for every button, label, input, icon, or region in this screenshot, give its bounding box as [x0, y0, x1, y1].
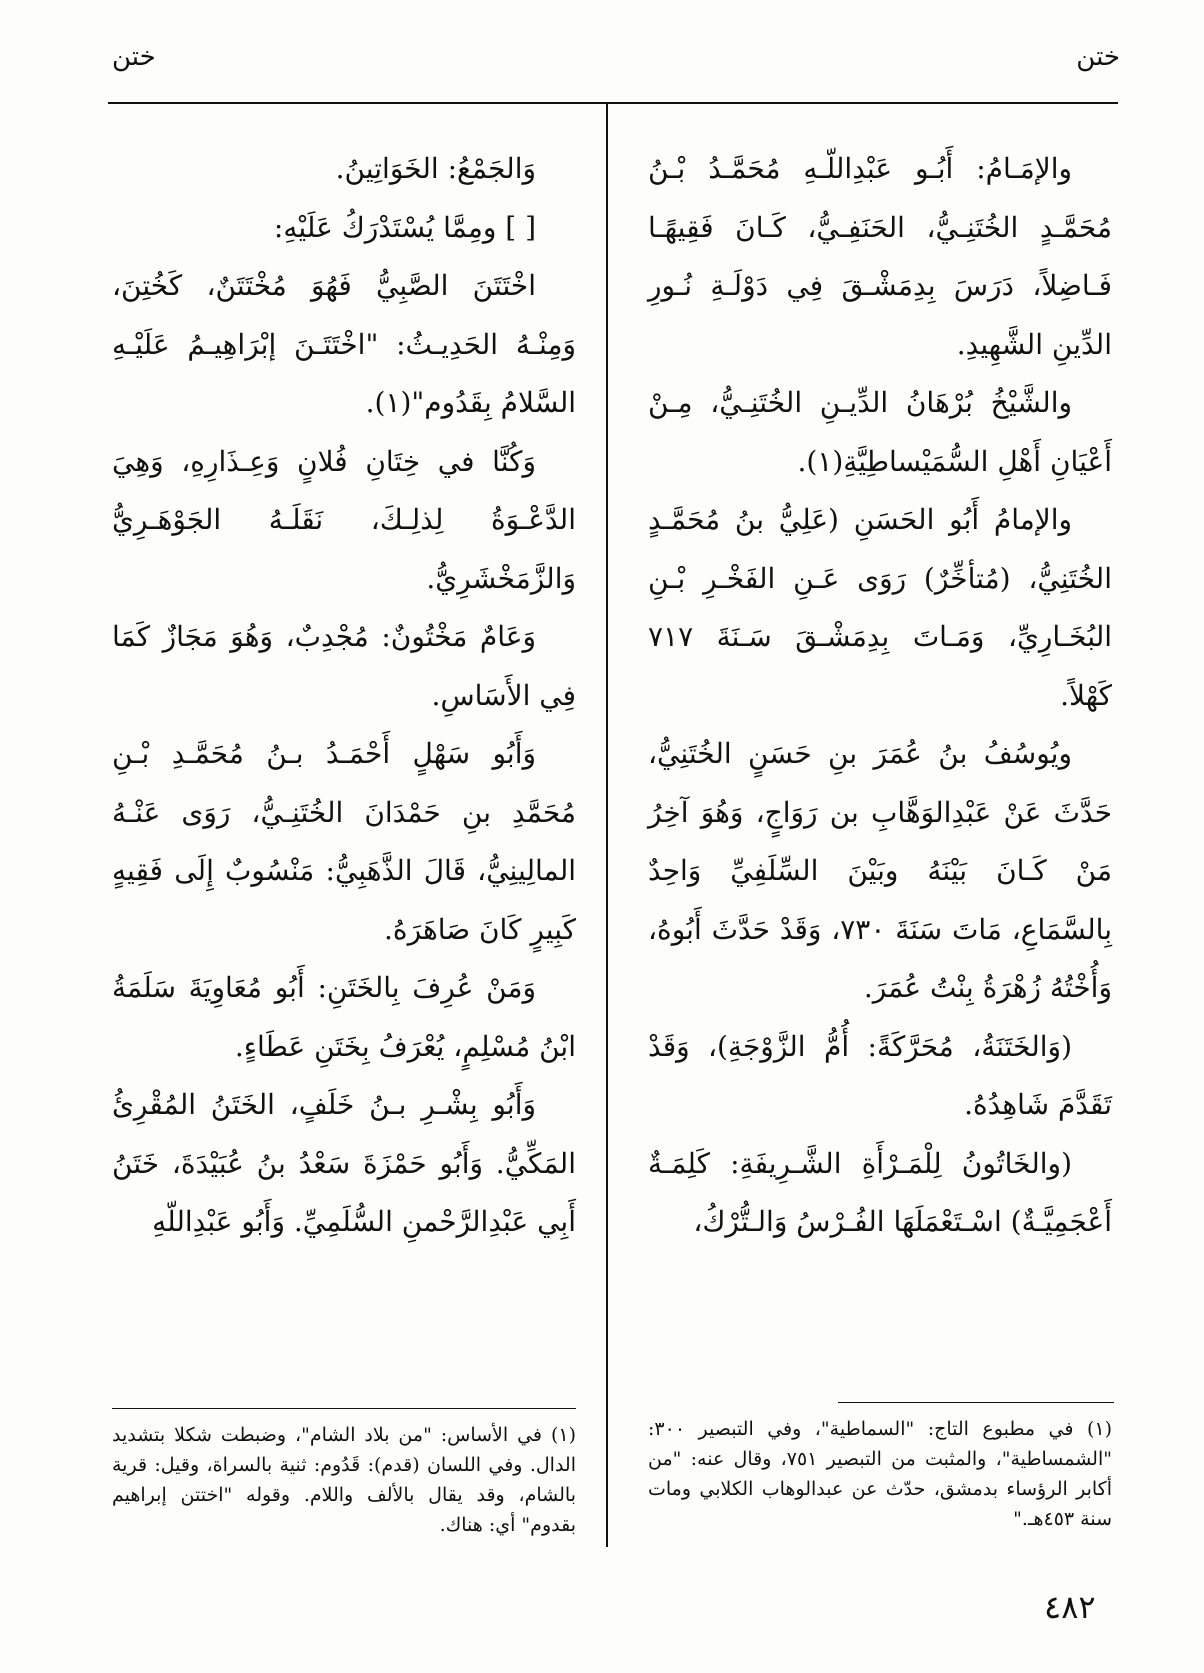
right-column: [648, 140, 1112, 1252]
paragraph: وَالجَمْعُ: الخَوَاتِينُ.: [335, 152, 536, 185]
page-number: ٤٨٢: [1044, 1588, 1096, 1626]
paragraph: وَمَنْ عُرِفَ بِالخَتَنِ: أَبُو مُعَاوِيَةَ سَلَمَةُ ابْنُ مُسْلِمٍ، يُعْرَفُ بِخَتَنِ عَطَاءٍ.: [112, 971, 576, 1063]
footnote-text: (١) في الأساس: "من بلاد الشام"، وضبطت شكلا بتشديد الدال. وفي اللسان (قدم): قَدُوم: ثنية بالسراة، وقيل: قرية بالشام، وقد يقال بالألف واللام. وقوله "اختتن إبراهيم بقدوم" أي: هناك.: [112, 1424, 576, 1536]
footnote-rule-right: [838, 1402, 1114, 1403]
paragraph: ويُوسُفُ بنُ عُمَرَ بنِ حَسَنٍ الخُتَنِيُّ، حَدَّثَ عَنْ عَبْدِالوَهَّابِ بن رَوَاجٍ، وَهُوَ آخِرُ مَنْ كَـانَ بَيْنَهُ وبَيْنَ السِّلَفِيِّ وَاحِدٌ بِالسَّمَاعِ، مَاتَ سَنَةَ ٧٣٠، وَقَدْ حَدَّثَ أَبُوهُ، وَأُخْتُهُ زُهْرَةُ بِنْتُ عُمَرَ.: [648, 737, 1113, 1004]
header-rule: [108, 102, 1118, 104]
footnote-text: (١) في مطبوع التاج: "السماطية"، وفي التبصير ٣٠٠: "الشمساطية"، والمثبت من التبصير ٧٥١، وقال عنه: "من أكابر الرؤساء بدمشق، حدّث عن عبدالوهاب الكلابي ومات سنة ٤٥٣هـ.": [648, 1418, 1112, 1530]
running-head-right: ختن: [1076, 42, 1120, 72]
paragraph: اخْتَتَنَ الصَّبِيُّ فَهُوَ مُخْتَتَنٌ، كَخُتِنَ، وَمِنْـهُ الحَدِيـثُ: "اخْتَتَـنَ إبْرَاهِيـمُ عَلَيْـهِ السَّلامُ بِقَدُوم"(١).: [112, 269, 576, 419]
running-head-left: ختن: [112, 42, 156, 72]
footnote-left: [112, 1420, 576, 1540]
paragraph: (وَالخَتَنَةُ، مُحَرَّكَةً: أُمُّ الزَّوْجَةِ)، وَقَدْ تَقَدَّمَ شَاهِدُهُ.: [648, 1029, 1112, 1121]
footnote-rule-left: [112, 1408, 576, 1409]
paragraph: والشَّيْخُ بُرْهَانُ الدِّيـنِ الخُتَنِـيُّ، مِـنْ أَعْيَانِ أَهْلِ السُّمَيْساطِيَّةِ(١).: [648, 386, 1112, 478]
paragraph: وَأَبُو سَهْلٍ أَحْمَـدُ بـنُ مُحَمَّـدِ بْـنِ مُحَمَّدِ بنِ حَمْدَانَ الخُتَنِـيُّ، رَوَى عَنْـهُ المالِينِيُّ، قَالَ الذَّهَبِيُّ: مَنْسُوبٌ إِلَى فَقِيهٍ كَبِيرٍ كَانَ صَاهَرَهُ.: [112, 737, 576, 946]
footnote-right: [648, 1414, 1112, 1534]
paragraph: وَكُنَّا في خِتَانِ فُلانٍ وَعِـذَارِهِ، وَهِيَ الدَّعْـوَةُ لِذلِـكَ، نَقَلَـهُ الجَوْهَـرِيُّ وَالزَّمَخْشَرِيُّ.: [112, 444, 576, 595]
column-divider: [606, 102, 608, 1547]
paragraph: والإمامُ أَبُو الحَسَنِ (عَلِيُّ بنُ مُحَمَّـدٍ الخُتَنِيُّ، (مُتأخِّرٌ) رَوَى عَـنِ الفَخْـرِ بْـنِ البُخَـارِيِّ، وَمَـاتَ بِدِمَشْـقَ سَـنَةَ ٧١٧ كَهْلاً.: [648, 503, 1112, 712]
paragraph: وَعَامٌ مَخْتُونٌ: مُجْدِبٌ، وَهُوَ مَجَازٌ كَمَا فِي الأَسَاسِ.: [112, 620, 576, 712]
paragraph: والإمَـامُ: أَبُـو عَبْدِاللّـهِ مُحَمَّـدُ بْـنُ مُحَمَّـدٍ الخُتَنِـيُّ، الحَنَفِـيُّ، كَـانَ فَقِيهًـا فَـاضِلاً، دَرَسَ بِدِمَشْـقَ فِي دَوْلَـةِ نُـورِ الدِّينِ الشَّهِيدِ.: [648, 152, 1112, 361]
paragraph: وَأَبُو بِشْـرِ بـنُ خَلَفٍ، الخَتَنُ المُقْرِئُ المَكِّيُّ. وَأَبُو حَمْزَةَ سَعْدُ بنُ عُبَيْدَةَ، خَتَنُ أَبِي عَبْدِالرَّحْمنِ السُّلَمِيِّ. وَأَبُو عَبْدِاللّهِ: [112, 1088, 576, 1238]
paragraph: [ ] ومِمَّا يُسْتَدْرَكُ عَلَيْهِ:: [273, 210, 536, 244]
paragraph: (والخَاتُونُ لِلْمَـرْأَةِ الشَّـرِيفَةِ: كَلِمَـةٌ أَعْجَمِيَّـةٌ) اسْـتَعْمَلَهَا الفُـرْسُ وَالـتُّرْكُ،: [648, 1146, 1112, 1238]
left-column: [112, 140, 576, 1252]
